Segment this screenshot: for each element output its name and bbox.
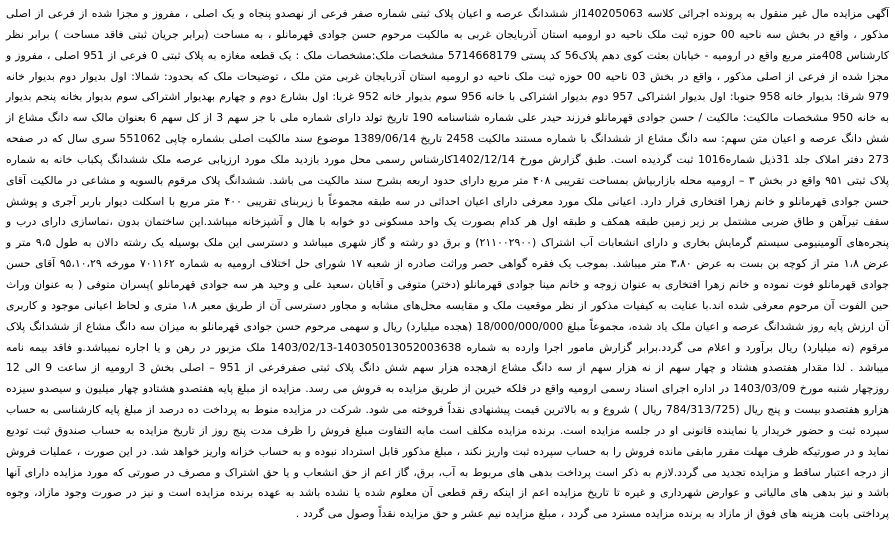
auction-notice-text: آگهی مزایده مال غیر منقول به پرونده اجرائی کلاسه 140205063از ششدانگ عرصه و اعیان پلاک ثبتی شماره صفر فرعی از نهصدو پنجاه و یک اصلی ، مفروز و مجزا شده از فرعی از اصلی مذکور ، واقع در بخش سه ناحیه 00 حوزه ثبت ملک ناحیه دو ارومیه استان آذربایجان غربی به مالکیت مرحوم حسن جوادی قهرمانلو ، به مساحت (برابر جریان ثبتی فاقد مساحت ) برابر نظر کارشناس 408متر مربع واقع در ارومیه - خیابان بعثت کوی دهم پلاک56 کد پستی 5714668179 مشخصات ملک:مشخصات ملک : یک قطعه مغازه به پلاک ثبتی 0 فرعی از 951 اصلی ، مفروز و مجزا شده از فرعی از اصلی مذکور ، واقع در بخش 03 ناحیه 00 حوزه ثبت ملک ناحیه دو ارومیه استان آذربایجان غربی متن ملک ، توضیحات ملک که بحدود: شمالا: اول بدیوار دوم بدیوار خانه 979 شرقا: بدیوار خانه 958 جنوبا: اول بدیوار اشتراکی 957 دوم بدیوار اشتراکی با خانه 956 سوم بدیوار خانه 952 غربا: اول بشارع دوم و چهارم بهدیوار اشتراکی سوم بدیوار بخانه پنجم بدیوار به خانه 950 مشخصات مالکیت: مالکیت / حسن جوادی قهرمانلو فرزند حیدر علی شماره شناسنامه 190 تاریخ تولد دارای شماره ملی با جز سهم 3 از کل سهم 6 بعنوان مالک سه دانگ مشاع از شش دانگ عرصه و اعیان متن سهم: سه دانگ مشاع از ششدانگ با شماره مستند مالکیت 2458 تاریخ 1389/06/14 موضوع سند مالکیت اصلی بشماره چاپی 551062 سری سال که در صفحه 273 دفتر املاک جلد 31ذیل شماره1016 ثبت گردیده است. طبق گزارش مورخ 1402/12/14کارشناس رسمی محل مورد بازدید ملک مورد ارزیابی عرصه ملک ششدانگ پکباب خانه به شماره پلاک ثبتی ۹۵۱ واقع در بخش ۳ – ارومیه محله بازاربیاش بمساحت تقریبی ۴۰۸ متر مربع دارای حدود اربعه بشرح سند مالکیت می باشد. ششدانگ پلاک مرقوم بالسویه و مشاعی در مالکیت آقای حسن جوادی قهرمانلو و خانم زهرا افتخاری قرار دارد. اعیانی ملک مورد معرفی دارای اعیان احداثی در سه طبقه مجموعاً با زیربنای تقریبی ۴۰۰ متر مربع با اسکلت دیوار باربر آجری و پوشش سقف تیرآهن و طاق ضربی مشتمل بر زیر زمین طبقه همکف و طبقه اول هر کدام بصورت یک واحد مسکونی دو خوابه با هال و آشپزخانه میباشد.این ساختمان بدون ،نماسازی دارای درب و پنجره‌های آلومینیومی سیستم گرمایش بخاری و دارای انشعابات آب اشتراک (۲۱۱۰۰۲۹۰۰) و برق دو رشته و گاز شهری میباشد و دسترسی این ملک بوسیله یک رشته دالان به طول ۹،۵ متر و عرض ۱،۸ متر از کوچه بن بست به عرض ۳،۸۰ متر میباشد. بموجب یک فقره گواهی حصر وراثت صادره از شعبه ۱۷ شورای حل اختلاف ارومیه به شماره ۷۰۱۱۶۲ مورخه ۹۵،۱۰،۲۹ آقای حسن جوادی قهرمانلو فوت نموده و خانم زهرا افتخاری به عنوان زوجه و خانم مینا جوادی قهرمانلو (دختر) متوفی و آقایان ،سعید علی و وحید هر سه جوادی قهرمانلو )پسران متوفی ( به عنوان وراث حین الفوت آن مرحوم معرفی شده اند.با عنایت به کیفیات مذکور از نظر موقعیت ملک و مقایسه محل‌های مشابه و مجاور دسترسی آن از طریق معبر ۱،۸ متری و لحاظ اعیانی موجود و کاربری آن ارزش پایه روز ششدانگ عرصه و اعیان ملک یاد شده، مجموعاً مبلغ 18/000/000/000 (هجده میلیارد) ریال و سهمی مرحوم حسن جوادی قهرمانلو به میزان سه دانگ مشاع از ششدانگ پلاک مرقوم (نه میلیارد) ریال برآورد و اعلام می گردد.برابر گزارش مامور اجرا وارده به شماره 140305013052003638-1403/02/13 ملک مزبور در رهن و یا اجاره نمیباشد.و فاقد بیمه نامه میباشد . لذا مقدار هفتصدو هشتاد و چهار سهم از نه هزار سهم از سه دانگ مشاع ازهجده هزار سهم شش دانگ پلاک ثبتی صفرفرعی از 951 – اصلی بخش 3 ارومیه از ساعت 9 الی 12 روزچهار شنبه مورخ 1403/03/09 در اداره اجرای اسناد رسمی ارومیه واقع در فلکه خیرین از طریق مزایده به فروش می رسد. مزایده از مبلغ پایه هفتصدو هشتادو چهار میلیون و سیصدو سیزده هزارو هفتصدو بیست و پنج ریال (784/313/725 ریال ) شروع و به بالاترین قیمت پیشنهادی نقداً فروخته می شود. شرکت در مزایده منوط به پرداخت ده درصد از مبلغ پایه کارشناسی به حساب سپرده ثبت و حضور خریدار یا نماینده قانونی او در جلسه مزایده است. برنده مزایده مکلف است مابه التفاوت مبلغ فروش را ظرف مدت پنج روز از تاریخ مزایده به حساب صندوق ثبت تودیع نماید و در صورتیکه ظرف مهلت مقرر مابقی مانده فروش را به حساب سپرده ثبت واریز نکند ، مبلغ مذکور قابل استرداد نبوده و به حساب خزانه واریز خواهد شد. در این صورت ، عملیات فروش از درجه اعتبار ساقط و مزایده تجدید می گردد.لازم به ذکر است پرداخت بدهی های مربوط به آب، برق، گاز اعم از حق انشعاب و یا حق اشتراک و مصرف در صورتی که مورد مزایده دارای آنها باشد و نیز بدهی های مالیاتی و عوارض شهرداری و غیره تا تاریخ مزایده اعم از اینکه رقم قطعی آن معلوم شده یا نشده باشد به عهده برنده مزایده است و نیز در صورت وجود مازاد، وجوه پرداختی بابت هزینه های فوق از مازاد به برنده مزایده مسترد می گردد ، مبلغ مزایده نیم عشر و حق مزایده نقداً وصول می گردد . bbox=[6, 7, 890, 521]
